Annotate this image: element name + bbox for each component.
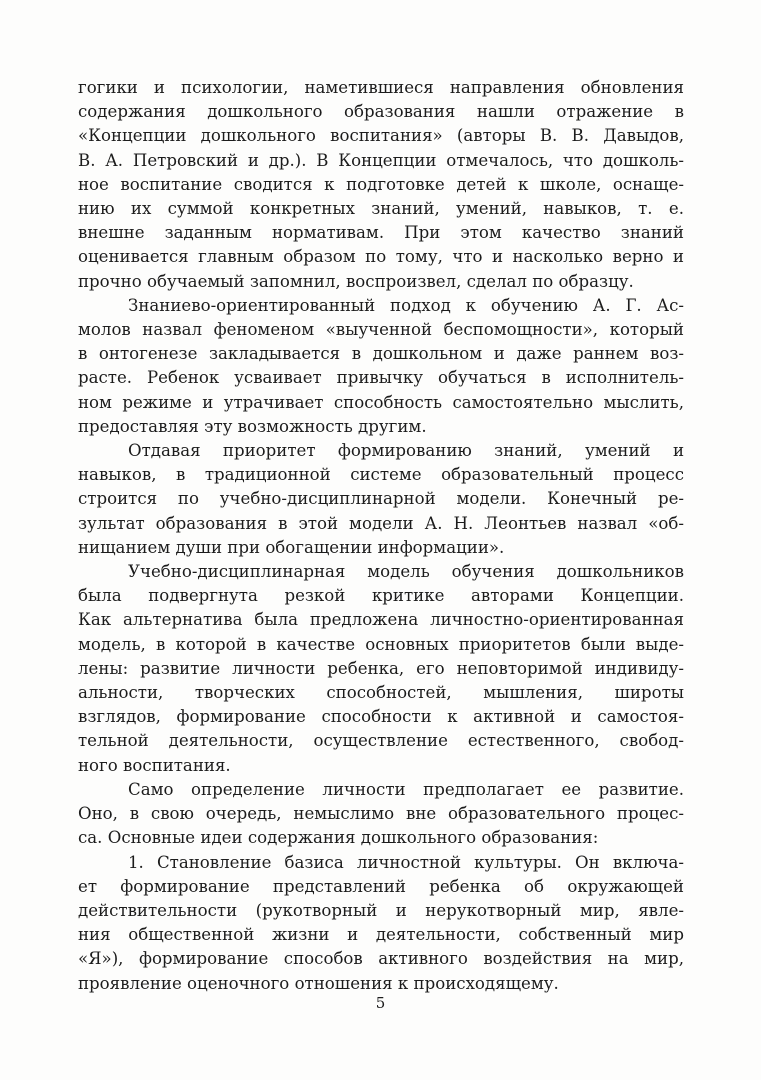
- text-line: расте. Ребенок усваивает привычку обучаться в исполнитель-: [78, 368, 684, 388]
- text-line: тельной деятельности, осуществление естественного, свобод-: [78, 731, 684, 751]
- text-line: В. А. Петровский и др.). В Концепции отмечалось, что дошколь-: [78, 150, 684, 170]
- text-line: Само определение личности предполагает ее развитие.: [128, 779, 684, 799]
- text-line: ет формирование представлений ребенка об окружающей: [78, 876, 684, 896]
- text-line: ного воспитания.: [78, 755, 231, 775]
- text-line: са. Основные идеи содержания дошкольного образования:: [78, 828, 599, 848]
- text-line: альности, творческих способностей, мышления, широты: [78, 683, 684, 703]
- text-line: нию их суммой конкретных знаний, умений, навыков, т. е.: [78, 199, 684, 219]
- text-line: предоставляя эту возможность другим.: [78, 416, 427, 436]
- text-line: навыков, в традиционной системе образовательный процесс: [78, 465, 684, 485]
- text-line: Как альтернатива была предложена личностно-ориентированная: [78, 610, 684, 630]
- text-line: проявление оценочного отношения к происходящему.: [78, 973, 559, 993]
- text-line: взглядов, формирование способности к активной и самостоя-: [78, 707, 684, 727]
- text-line: модель, в которой в качестве основных приоритетов были выде-: [78, 634, 684, 654]
- text-line: в онтогенезе закладывается в дошкольном и даже раннем воз-: [78, 344, 684, 364]
- text-line: ния общественной жизни и деятельности, собственный мир: [78, 925, 684, 945]
- text-line: была подвергнута резкой критике авторами Концепции.: [78, 586, 684, 606]
- text-line: молов назвал феноменом «выученной беспомощности», который: [78, 320, 684, 340]
- body-text: [78, 76, 684, 996]
- text-line: Учебно-дисциплинарная модель обучения дошкольников: [128, 562, 684, 582]
- text-line: содержания дошкольного образования нашли отражение в: [78, 102, 684, 122]
- text-line: 1. Становление базиса личностной культуры. Он включа-: [128, 852, 684, 872]
- text-line: гогики и психологии, наметившиеся направления обновления: [78, 78, 684, 97]
- text-line: действительности (рукотворный и нерукотворный мир, явле-: [78, 900, 684, 920]
- text-line: прочно обучаемый запомнил, воспроизвел, сделал по образцу.: [78, 271, 634, 291]
- text-line: нищанием души при обогащении информации».: [78, 537, 505, 557]
- text-line: Отдавая приоритет формированию знаний, умений и: [128, 441, 684, 461]
- text-line: «Концепции дошкольного воспитания» (авторы В. В. Давыдов,: [78, 126, 684, 146]
- text-line: лены: развитие личности ребенка, его неповторимой индивиду-: [78, 658, 684, 678]
- text-line: внешне заданным нормативам. При этом качество знаний: [78, 223, 684, 243]
- text-line: зультат образования в этой модели А. Н. Леонтьев назвал «об-: [78, 513, 684, 533]
- text-line: ное воспитание сводится к подготовке детей к школе, оснаще-: [78, 174, 684, 194]
- text-line: Знаниево-ориентированный подход к обучению А. Г. Ас-: [128, 295, 684, 315]
- text-line: оценивается главным образом по тому, что и насколько верно и: [78, 247, 684, 267]
- text-line: Оно, в свою очередь, немыслимо вне образовательного процес-: [78, 804, 684, 824]
- text-line: «Я»), формирование способов активного воздействия на мир,: [78, 949, 684, 969]
- text-line: ном режиме и утрачивает способность самостоятельно мыслить,: [78, 392, 684, 412]
- page-number: 5: [375, 994, 386, 1012]
- text-line: строится по учебно-дисциплинарной модели. Конечный ре-: [78, 489, 684, 509]
